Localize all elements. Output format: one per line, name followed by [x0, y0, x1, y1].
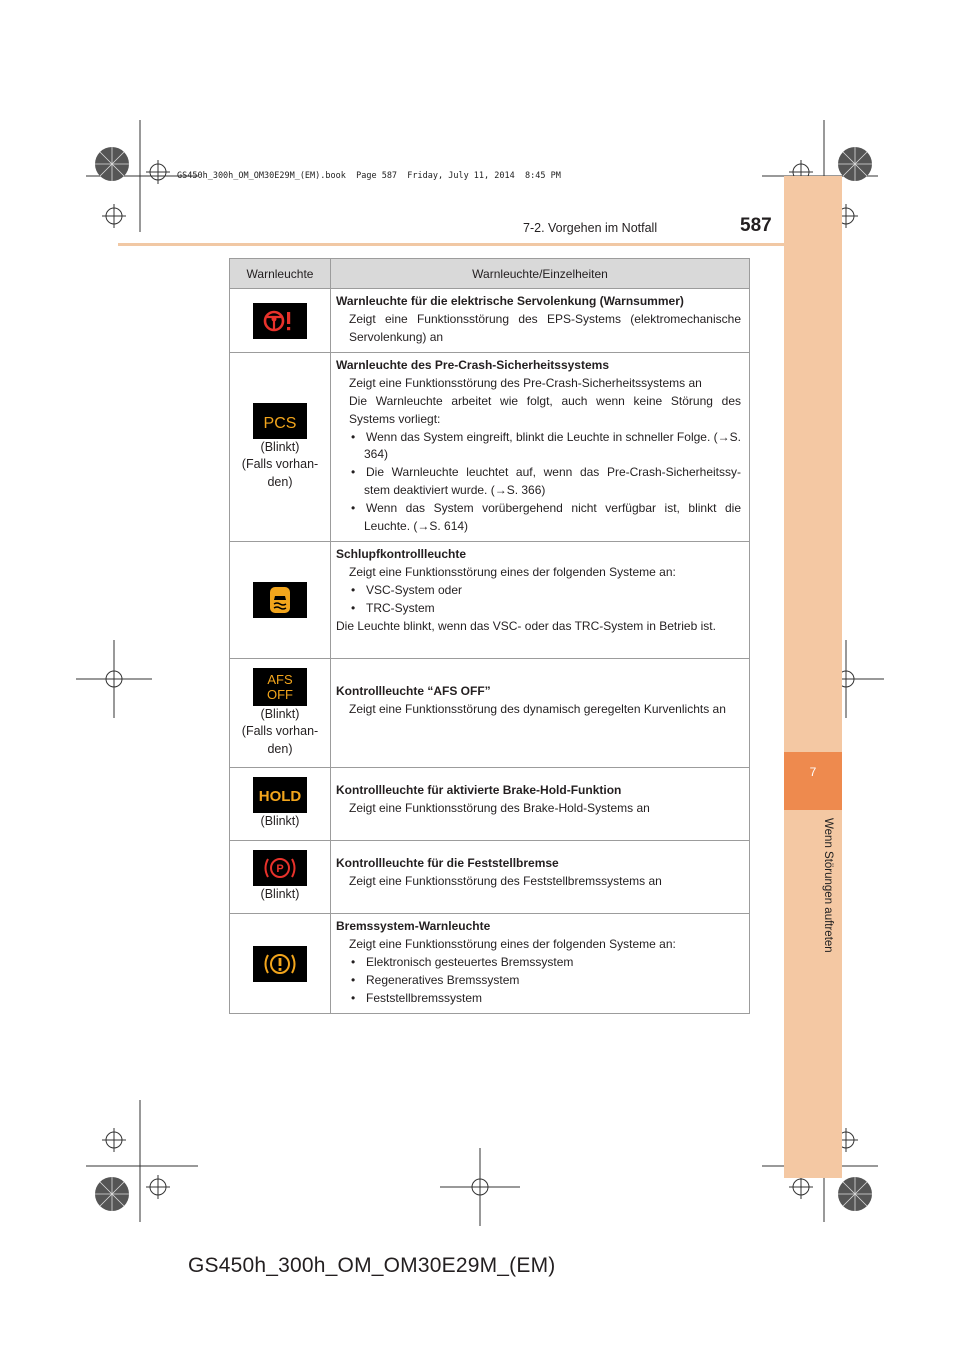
item-text: Zeigt eine Funktionsstörung des dynamisch geregelten Kurvenlichts an	[349, 702, 726, 717]
item-text: Zeigt eine Funktionsstörung des EPS-Systems (elektromechanische Servolenkung) an	[349, 311, 741, 344]
availability-note-end: den)	[267, 742, 293, 757]
list-item: • Die Warnleuchte leuchtet auf, wenn das Pre-Crash-Sicherheitssy-stem deaktiviert wurde. (→S. 366)	[349, 464, 741, 500]
item-text: Zeigt eine Funktionsstörung eines der folgenden Systeme an:	[349, 937, 676, 952]
blink-note: (Blinkt)	[260, 706, 300, 721]
icon-cell	[230, 659, 331, 768]
list-item: • TRC-System	[349, 600, 741, 618]
column-header-warnleuchte: Warnleuchte	[230, 259, 331, 289]
icon-cell	[230, 841, 331, 914]
item-title: Bremssystem-Warnleuchte	[336, 919, 491, 934]
description-cell	[331, 353, 750, 542]
item-title: Kontrollleuchte “AFS OFF”	[336, 684, 491, 699]
item-title: Schlupfkontrollleuchte	[336, 547, 467, 562]
svg-text:OFF: OFF	[267, 686, 293, 702]
description-cell	[331, 914, 750, 1014]
svg-text:PCS: PCS	[263, 414, 297, 432]
svg-text:AFS: AFS	[267, 671, 293, 687]
icon-cell	[230, 768, 331, 841]
description-cell	[331, 659, 750, 768]
brake-system-icon	[253, 946, 307, 982]
blink-note: (Blinkt)	[260, 439, 300, 454]
hold-icon	[253, 777, 307, 813]
icon-cell	[230, 542, 331, 659]
item-text: Zeigt eine Funktionsstörung des Pre-Crash-Sicherheitssystems an	[349, 376, 702, 391]
chapter-number-tab[interactable]: 7	[784, 752, 842, 810]
table-row	[230, 841, 750, 914]
afs-off-icon	[253, 668, 307, 706]
icon-cell	[230, 353, 331, 542]
chapter-label: Wenn Störungen auftreten	[822, 818, 834, 953]
availability-note: (Falls vorhan-	[241, 724, 319, 739]
svg-text:P: P	[276, 863, 284, 876]
item-text: Zeigt eine Funktionsstörung des Brake-Hold-Systems an	[349, 801, 650, 816]
bullet-list	[336, 582, 741, 618]
list-item: • Feststellbremssystem	[349, 990, 741, 1008]
document-code-footer: GS450h_300h_OM_OM30E29M_(EM)	[188, 1254, 556, 1277]
blink-note: (Blinkt)	[260, 814, 300, 829]
icon-cell	[230, 289, 331, 353]
blink-note: (Blinkt)	[260, 887, 300, 902]
svg-text:HOLD: HOLD	[258, 788, 302, 806]
bullet-list	[336, 954, 741, 1007]
warning-light-table	[229, 258, 750, 1014]
item-text: Zeigt eine Funktionsstörung des Feststellbremssystems an	[349, 874, 662, 889]
icon-cell	[230, 914, 331, 1014]
list-item: • Wenn das System eingreift, blinkt die Leuchte in schneller Folge. (→S. 364)	[349, 429, 741, 465]
pcs-icon	[253, 403, 307, 439]
table-row	[230, 353, 750, 542]
availability-note-end: den)	[267, 475, 293, 490]
item-title: Kontrollleuchte für die Feststellbremse	[336, 856, 559, 871]
table-row	[230, 768, 750, 841]
description-cell	[331, 768, 750, 841]
availability-note: (Falls vorhan-	[241, 457, 319, 472]
list-item: • Regeneratives Bremssystem	[349, 972, 741, 990]
item-title: Warnleuchte des Pre-Crash-Sicherheitssystems	[336, 358, 609, 373]
description-cell	[331, 542, 750, 659]
item-text: Die Warnleuchte arbeitet wie folgt, auch wenn keine Störung des Systems vorliegt:	[349, 393, 741, 426]
description-cell	[331, 289, 750, 353]
section-title: 7-2. Vorgehen im Notfall	[523, 221, 658, 235]
item-text: Die Leuchte blinkt, wenn das VSC- oder das TRC-System in Betrieb ist.	[336, 618, 716, 633]
table-row	[230, 914, 750, 1014]
header-rule	[118, 243, 784, 246]
print-info-line: GS450h_300h_OM_OM30E29M_(EM).book Page 587 Friday, July 11, 2014 8:45 PM	[177, 171, 561, 181]
slip-indicator-icon	[253, 582, 307, 618]
item-title: Warnleuchte für die elektrische Servolenkung (Warnsummer)	[336, 294, 684, 308]
table-row	[230, 289, 750, 353]
page-number: 587	[740, 215, 772, 236]
table-header-row	[230, 259, 750, 289]
item-text: Zeigt eine Funktionsstörung eines der folgenden Systeme an:	[349, 565, 676, 580]
item-title: Kontrollleuchte für aktivierte Brake-Hold-Funktion	[336, 783, 622, 798]
steering-warning-icon	[253, 303, 307, 339]
table-row	[230, 659, 750, 768]
description-cell	[331, 841, 750, 914]
bullet-list	[336, 429, 741, 536]
table-row	[230, 542, 750, 659]
parking-brake-icon	[253, 850, 307, 886]
column-header-details: Warnleuchte/Einzelheiten	[331, 259, 750, 289]
list-item: • Wenn das System vorübergehend nicht verfügbar ist, blinkt die Leuchte. (→S. 614)	[349, 500, 741, 536]
list-item: • VSC-System oder	[349, 582, 741, 600]
side-band	[784, 176, 842, 1178]
list-item: • Elektronisch gesteuertes Bremssystem	[349, 954, 741, 972]
